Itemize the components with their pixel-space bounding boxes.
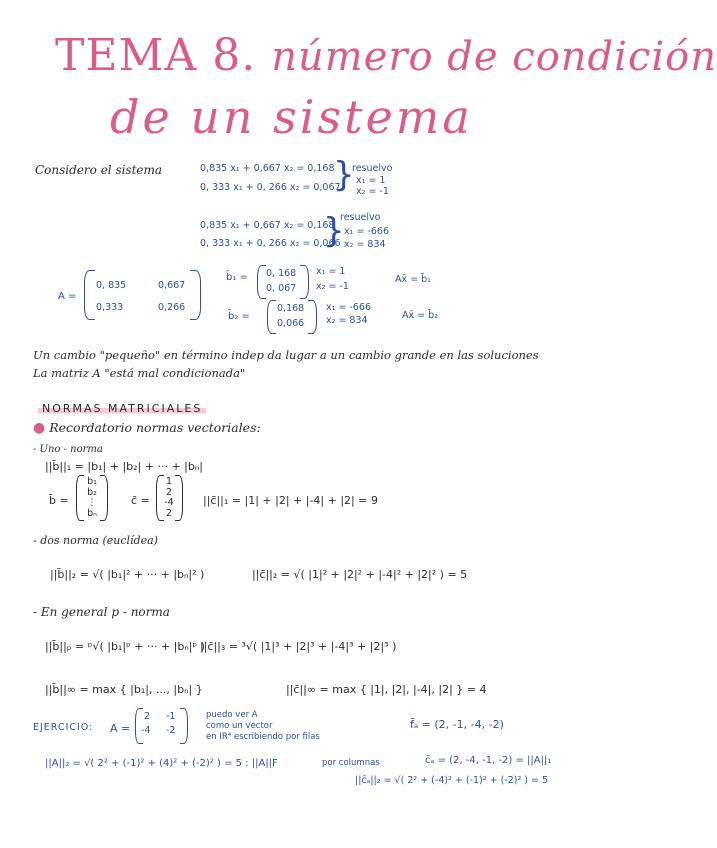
title-numero: número de condición (271, 34, 717, 80)
b2-s1: x₁ = -666 (326, 302, 371, 313)
system1-brace: } (333, 155, 355, 195)
bullet-dot: ● (33, 420, 46, 436)
inf-norma-formula: ||b̄||∞ = max { |b₁|, ..., |bₙ| } (45, 683, 203, 696)
b-vector-entry: ⋮ (87, 497, 97, 508)
matrix-a-11: 0, 835 (96, 280, 127, 291)
system1-eq2: 0, 333 x₁ + 0, 266 x₂ = 0,067 (200, 182, 341, 193)
system1-sol1: x₁ = 1 (356, 175, 386, 186)
uno-norma-label: - Uno - norma (33, 444, 103, 455)
title-tema: TEMA 8. (55, 30, 257, 81)
remark-line2: La matriz A "está mal condicionada" (33, 366, 246, 380)
ejercicio-note2: como un vector (206, 721, 273, 731)
page-title-line2: de un sistema (110, 90, 473, 144)
c-vector-label: c̄ = (131, 494, 150, 507)
ejercicio-norm-a: ||A||₂ = √( 2² + (-1)² + (4)² + (-2)² ) = 5 : ||A||F (45, 758, 278, 769)
matrix-a-left-paren (84, 270, 95, 320)
ejercicio-ca: c̄ₐ = (2, -4, -1, -2) = ||A||₁ (425, 755, 552, 766)
dos-norma-formula: ||b̄||₂ = √( |b₁|² + ··· + |bₙ|² ) (50, 568, 205, 581)
p-norma-formula: ||b̄||ₚ = ᵖ√( |b₁|ᵖ + ··· + |bₙ|ᵖ ) (45, 640, 205, 653)
b-vector-entry: bₙ (87, 507, 97, 519)
b1-v2: 0, 067 (266, 283, 297, 294)
ejercicio-fa: f̄ₐ = (2, -1, -4, -2) (410, 718, 504, 731)
system2-eq2: 0, 333 x₁ + 0, 266 x₂ = 0,066 (200, 238, 341, 249)
page-title-line1 (55, 30, 717, 81)
matrix-a-label: A = (58, 291, 77, 302)
matrix-a-right-paren (190, 270, 201, 320)
remark-line1: Un cambio "pequeño" en término indep da lugar a un cambio grande en las soluciones (33, 348, 539, 362)
ejercicio-note3: en IR⁴ escribiendo por filas (206, 732, 320, 742)
c-vector-entry: 1 (165, 476, 173, 487)
b-vector-entry: b₂ (87, 486, 97, 498)
system1-eq1: 0,835 x₁ + 0,667 x₂ = 0,168 (200, 163, 335, 174)
b2-s2: x₂ = 834 (326, 315, 368, 326)
b-vector-entry: b₁ (87, 476, 97, 487)
system1-sol2: x₂ = -1 (356, 186, 389, 197)
c-vector-right-paren (175, 475, 183, 521)
ejercicio-a-12: -1 (166, 711, 176, 722)
system2-sol2: x₂ = 834 (344, 239, 386, 250)
recordatorio-text: Recordatorio normas vectoriales: (49, 420, 261, 435)
c-tres-norma: ||c̄||₃ = ³√( |1|³ + |2|³ + |-4|³ + |2|³ ) (200, 640, 397, 653)
dos-norma-label: - dos norma (euclídea) (33, 534, 158, 547)
b2-label: b̄₂ = (228, 311, 250, 322)
uno-norma-formula: ||b̄||₁ = |b₁| + |b₂| + ··· + |bₙ| (45, 460, 203, 473)
c-dos-norma: ||c̄||₂ = √( |1|² + |2|² + |-4|² + |2|² ) = 5 (252, 568, 468, 581)
recordatorio-line (33, 420, 261, 436)
matrix-a-12: 0,667 (158, 280, 186, 291)
b1-eq: Ax̄ = b̄₁ (395, 274, 431, 285)
c-vector-entry: -4 (164, 497, 174, 508)
b1-right-paren (300, 265, 309, 299)
b1-s1: x₁ = 1 (316, 266, 346, 277)
c-vector-entry: 2 (165, 507, 173, 519)
ejercicio-por-columnas: por columnas (322, 758, 380, 768)
ejercicio-a-22: -2 (166, 725, 176, 736)
b2-v2: 0,066 (277, 318, 305, 329)
section-heading: NORMAS MATRICIALES (38, 402, 206, 415)
b1-s2: x₂ = -1 (316, 281, 349, 292)
matrix-a-21: 0,333 (96, 302, 124, 313)
b1-left-paren (257, 265, 266, 299)
c-vector-entry: 2 (165, 486, 173, 498)
b2-v1: 0,168 (277, 303, 305, 314)
system1-resuelvo: resuelvo (352, 163, 393, 174)
system2-resuelvo: resuelvo (340, 212, 381, 223)
c-uno-norma: ||c̄||₁ = |1| + |2| + |-4| + |2| = 9 (203, 494, 378, 507)
b2-right-paren (308, 300, 317, 334)
general-label: - En general p - norma (33, 605, 170, 619)
ejercicio-norm-ca: ||c̄ₐ||₂ = √( 2² + (-4)² + (-1)² + (-2)² ) = 5 (355, 775, 549, 786)
b2-left-paren (267, 300, 276, 334)
ejercicio-a-right-paren (180, 708, 188, 744)
b1-v1: 0, 168 (266, 268, 297, 279)
b-vector-right-paren (100, 475, 108, 521)
ejercicio-a-label: A = (110, 722, 131, 735)
system2-brace: } (323, 211, 345, 251)
b2-eq: Ax̄ = b̄₂ (402, 310, 438, 321)
ejercicio-label: EJERCICIO: (33, 722, 94, 733)
b1-label: b̄₁ = (226, 272, 248, 283)
b-vector-entries (82, 477, 102, 519)
c-inf-norma: ||c̄||∞ = max { |1|, |2|, |-4|, |2| } = 4 (286, 683, 487, 696)
ejercicio-note1: puedo ver A (206, 710, 258, 720)
ejercicio-a-21: -4 (141, 725, 151, 736)
system2-sol1: x₁ = -666 (344, 226, 389, 237)
ejercicio-a-11: 2 (144, 711, 151, 722)
consider-text: Considero el sistema (35, 163, 163, 177)
system2-eq1: 0,835 x₁ + 0,667 x₂ = 0,168 (200, 220, 335, 231)
b-vector-label: b̄ = (49, 494, 69, 507)
matrix-a-22: 0,266 (158, 302, 186, 313)
